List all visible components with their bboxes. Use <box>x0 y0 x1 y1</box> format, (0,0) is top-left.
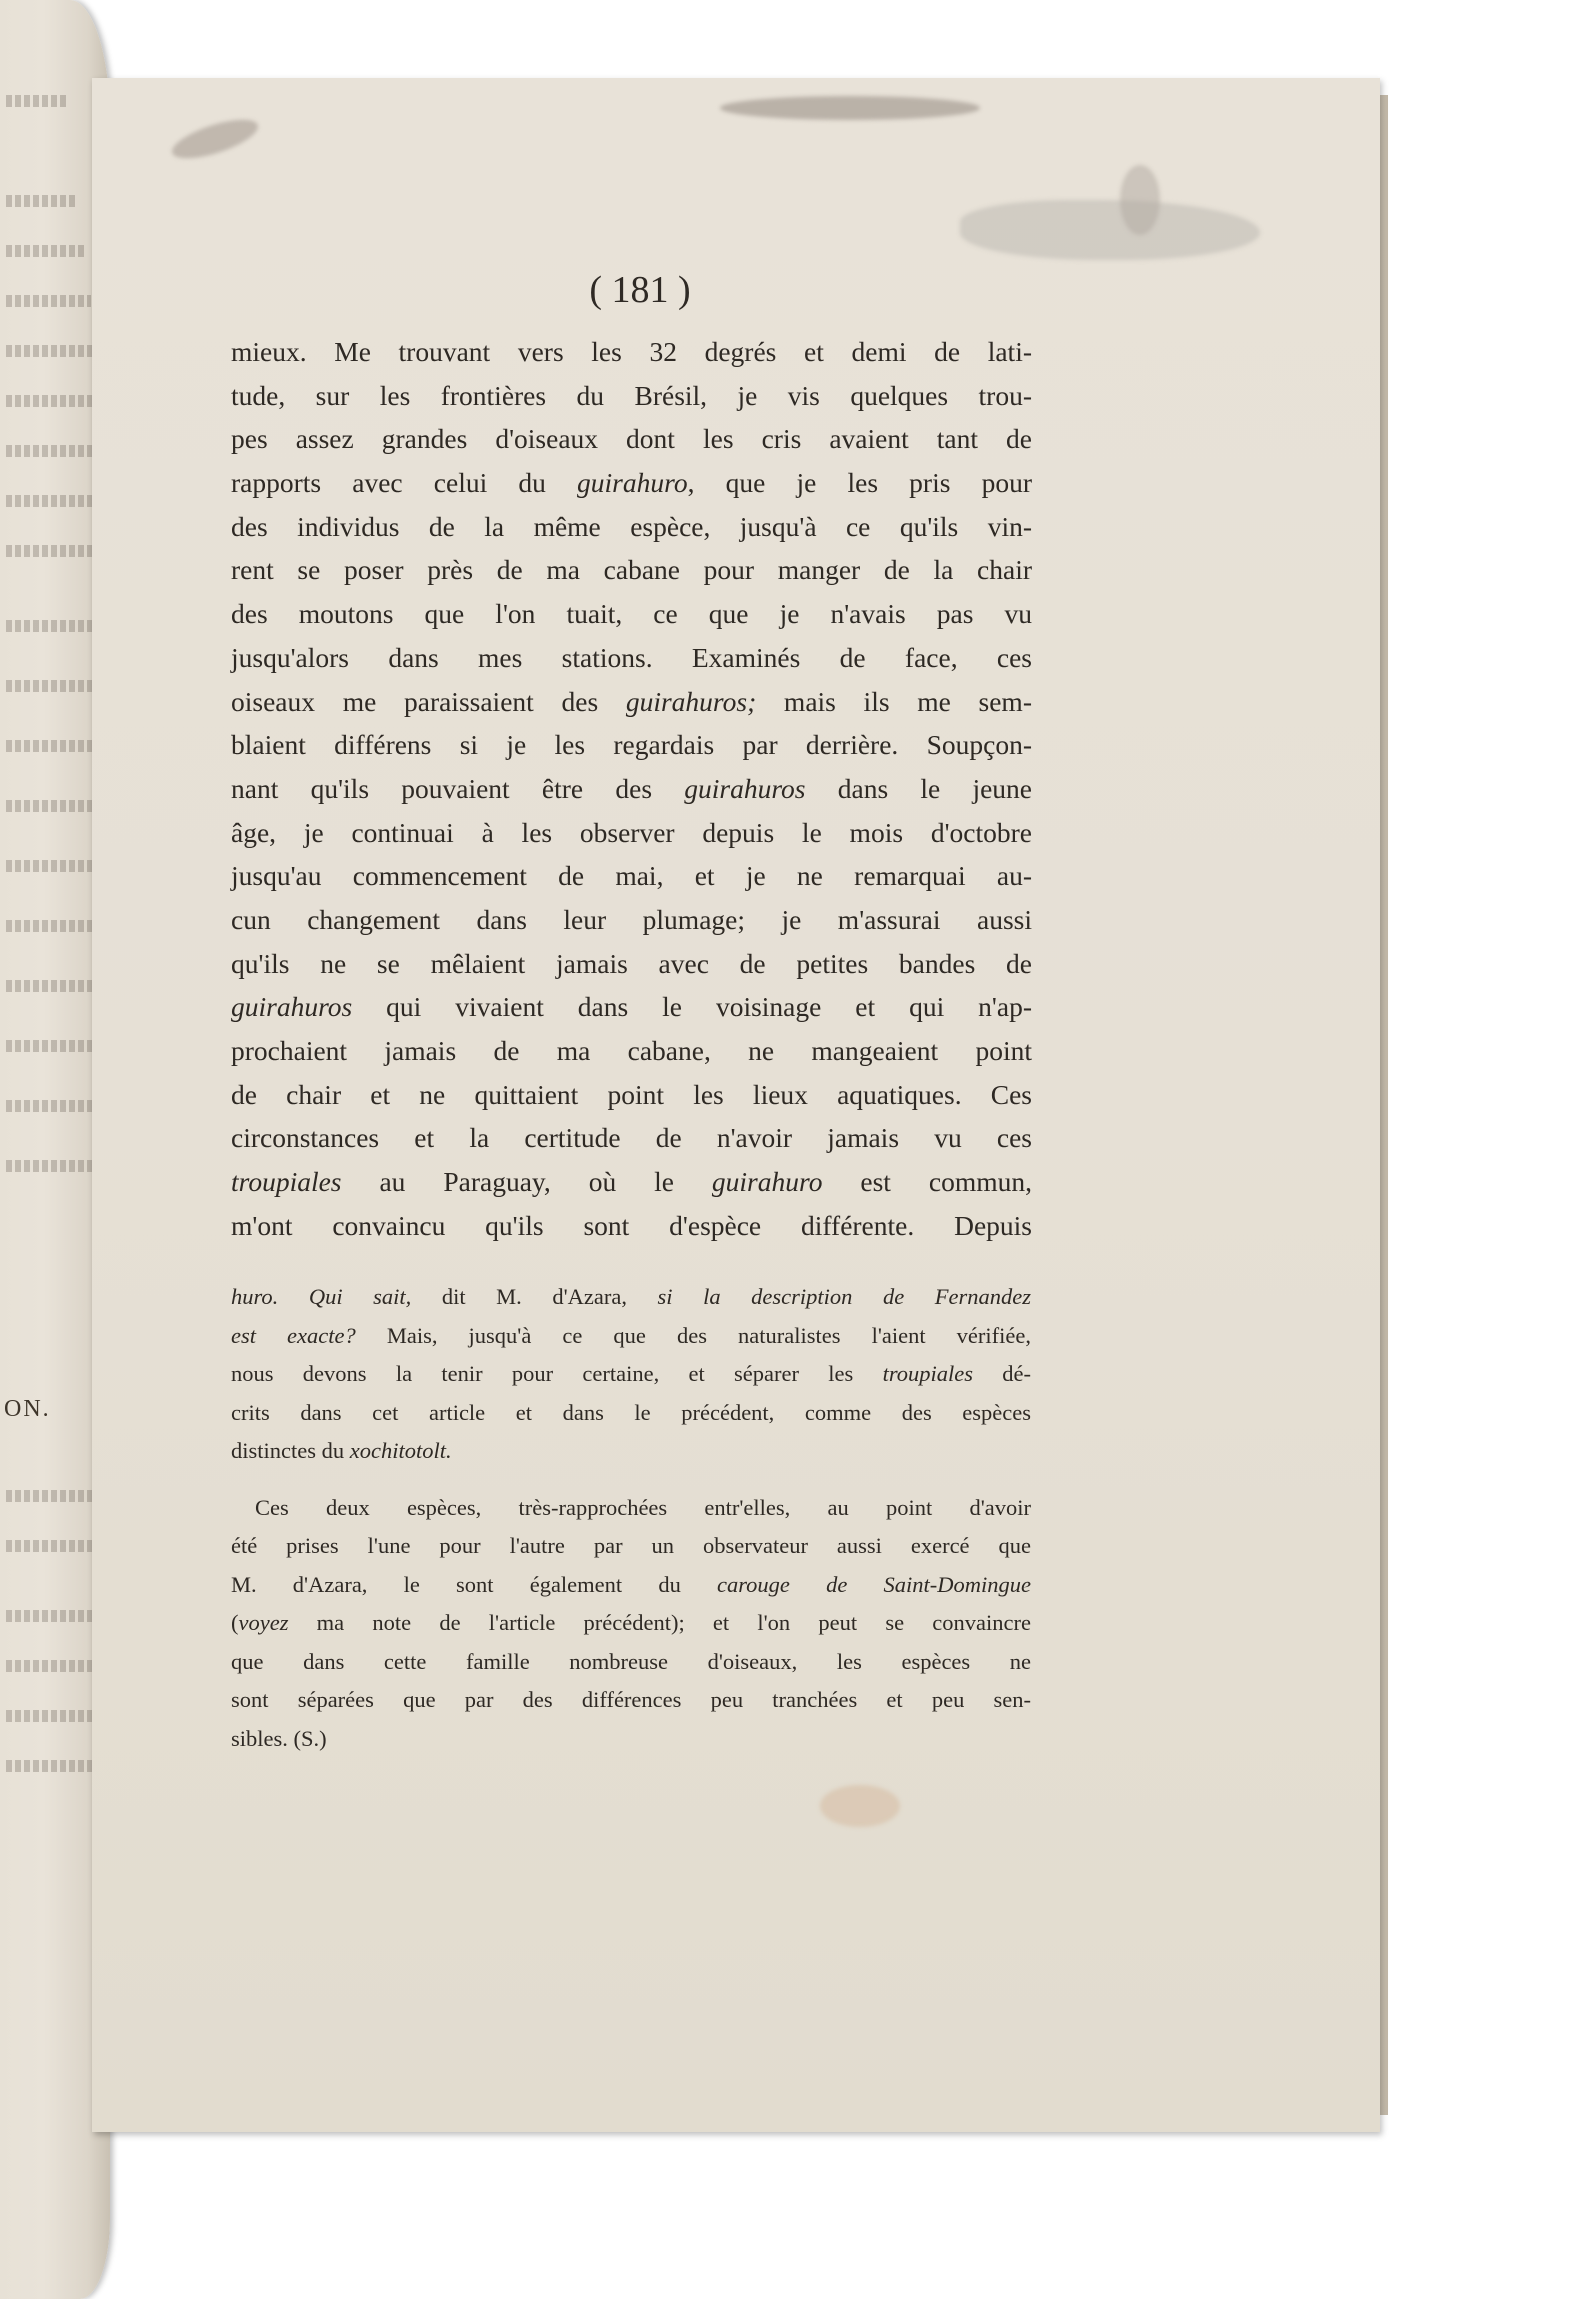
ghost-text-line <box>6 1490 104 1502</box>
ghost-text-line <box>6 445 98 457</box>
paragraph-gap <box>231 1471 1031 1489</box>
ghost-text-line <box>6 980 104 992</box>
water-stain <box>720 96 980 120</box>
text-line: rent se poser près de ma cabane pour manger de la chair <box>231 554 1032 586</box>
page-number: ( 181 ) <box>589 269 691 311</box>
text-line: blaient différens si je les regardais par derrière. Soupçon- <box>231 729 1032 761</box>
footnote-line: (voyez ma note de l'article précédent); et l'on peut se convaincre <box>231 1610 1031 1635</box>
text-line: pes assez grandes d'oiseaux dont les cris avaient tant de <box>231 423 1032 455</box>
ghost-text-line <box>6 920 104 932</box>
ghost-text-line <box>6 1040 104 1052</box>
ghost-text-line <box>6 860 104 872</box>
text-line: guirahuros qui vivaient dans le voisinage et qui n'ap- <box>231 991 1032 1023</box>
footnote-block <box>231 1278 1031 1758</box>
footnote-line: distinctes du xochitotolt. <box>231 1438 452 1463</box>
ghost-text-line <box>6 345 96 357</box>
text-line: qu'ils ne se mêlaient jamais avec de petites bandes de <box>231 947 1032 979</box>
text-line: des moutons que l'on tuait, ce que je n'avais pas vu <box>231 598 1032 630</box>
text-line: des individus de la même espèce, jusqu'à ce qu'ils vin- <box>231 510 1032 542</box>
footnote-line: crits dans cet article et dans le précédent, comme des espèces <box>231 1399 1031 1425</box>
ghost-text-line <box>6 1540 104 1552</box>
footnote-line: M. d'Azara, le sont également du carouge de Saint-Domingue <box>231 1571 1031 1597</box>
footnote-line: sibles. (S.) <box>231 1725 327 1751</box>
ghost-text-line <box>6 740 104 752</box>
footnote-paragraph <box>231 1489 1031 1759</box>
main-text-block <box>231 330 1032 1247</box>
text-line: mieux. Me trouvant vers les 32 degrés et demi de lati- <box>231 336 1032 367</box>
ghost-text-line <box>6 1710 104 1722</box>
ghost-text-line <box>6 95 66 107</box>
ghost-text-line <box>6 545 101 557</box>
text-line: nant qu'ils pouvaient être des guirahuros dans le jeune <box>231 772 1033 804</box>
footnote-line: est exacte? Mais, jusqu'à ce que des naturalistes l'aient vérifiée, <box>231 1322 1031 1348</box>
text-line: de chair et ne quittaient point les lieux aquatiques. Ces <box>231 1078 1032 1110</box>
text-line: oiseaux me paraissaient des guirahuros; mais ils me sem- <box>231 685 1032 717</box>
ghost-text-line <box>6 245 86 257</box>
footnote-paragraph <box>231 1278 1031 1471</box>
text-line: jusqu'au commencement de mai, et je ne remarquai au- <box>231 860 1032 892</box>
water-stain <box>820 1785 900 1827</box>
footnote-line: Ces deux espèces, très-rapprochées entr'elles, au point d'avoir <box>255 1494 1031 1520</box>
text-line: prochaient jamais de ma cabane, ne mangeaient point <box>231 1035 1032 1066</box>
ghost-text-line <box>6 1760 104 1772</box>
ghost-text-line <box>6 295 91 307</box>
ghost-text-line <box>6 1160 104 1172</box>
ghost-text-line <box>6 1660 104 1672</box>
ghost-text-line <box>6 1100 104 1112</box>
ghost-text-line <box>6 680 104 692</box>
ghost-text-line <box>6 620 101 632</box>
text-line: troupiales au Paraguay, où le guirahuro est commun, <box>231 1166 1032 1198</box>
text-line: jusqu'alors dans mes stations. Examinés de face, ces <box>231 641 1032 673</box>
ghost-text-line <box>6 195 76 207</box>
left-page-margin-mark: ON. <box>4 1396 51 1422</box>
footnote-line: que dans cette famille nombreuse d'oiseaux, les espèces ne <box>231 1648 1031 1674</box>
text-line: cun changement dans leur plumage; je m'assurai aussi <box>231 903 1032 935</box>
text-line: âge, je continuai à les observer depuis le mois d'octobre <box>231 816 1032 848</box>
footnote-line: huro. Qui sait, dit M. d'Azara, si la description de Fernandez <box>231 1284 1031 1309</box>
footnote-line: nous devons la tenir pour certaine, et séparer les troupiales dé- <box>231 1361 1032 1386</box>
text-line: tude, sur les frontières du Brésil, je vis quelques trou- <box>231 379 1032 411</box>
water-stain <box>1120 165 1160 235</box>
ghost-text-line <box>6 395 96 407</box>
ghost-text-line <box>6 1610 104 1622</box>
ghost-text-line <box>6 495 101 507</box>
text-line: m'ont convaincu qu'ils sont d'espèce différente. Depuis <box>231 1209 1032 1241</box>
ghost-text-line <box>6 800 104 812</box>
text-line: rapports avec celui du guirahuro, que je les pris pour <box>231 467 1032 499</box>
footnote-line: été prises l'une pour l'autre par un observateur aussi exercé que <box>231 1533 1031 1558</box>
footnote-line: sont séparées que par des différences peu tranchées et peu sen- <box>231 1687 1031 1712</box>
text-line: circonstances et la certitude de n'avoir jamais vu ces <box>231 1122 1032 1154</box>
